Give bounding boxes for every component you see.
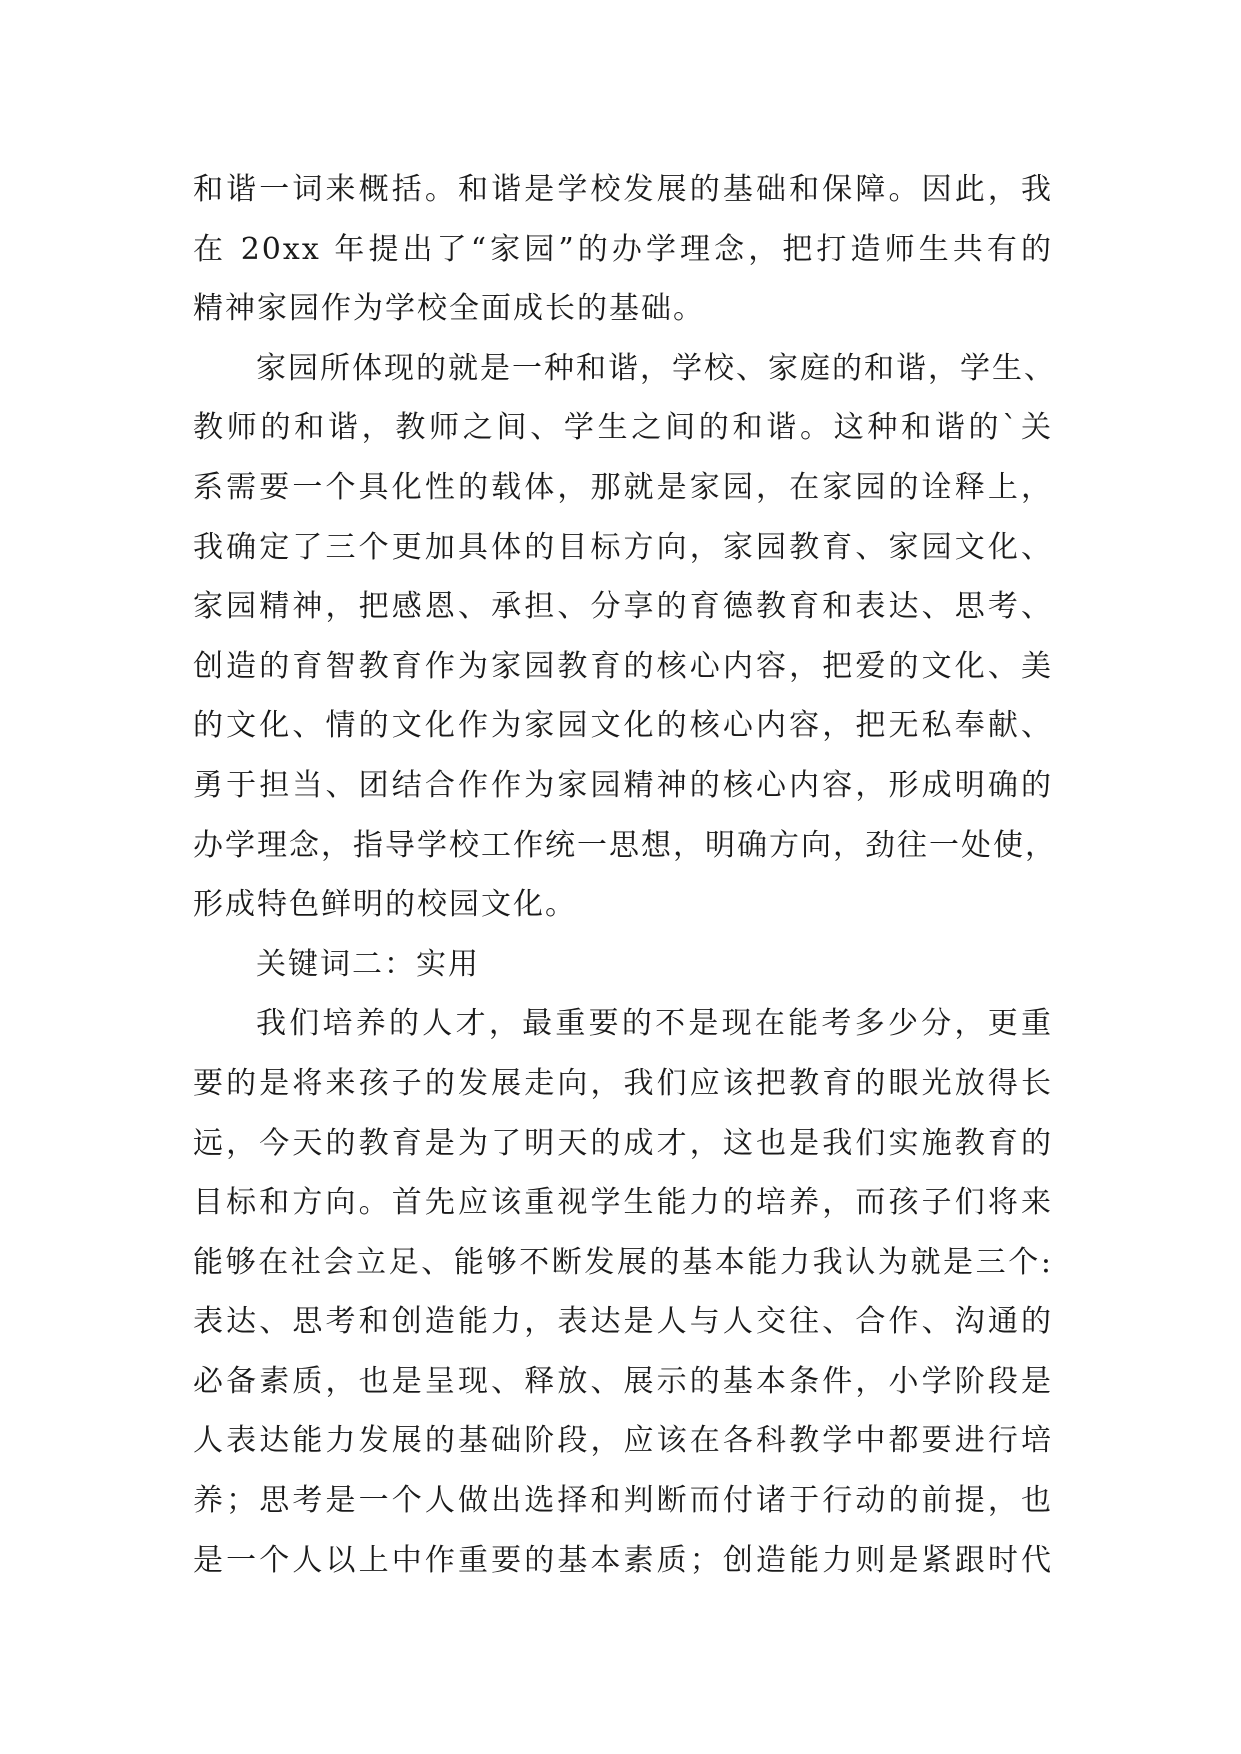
text-line: 创造的育智教育作为家园教育的核心内容，把爱的文化、美 xyxy=(193,648,1053,684)
text-line: 必备素质，也是呈现、释放、展示的基本条件，小学阶段是 xyxy=(193,1363,1053,1399)
text-line: 办学理念，指导学校工作统一思想，明确方向，劲往一处使， xyxy=(193,827,1057,863)
text-line: 家园所体现的就是一种和谐，学校、家庭的和谐，学生、 xyxy=(256,350,1056,386)
text-line: 是一个人以上中作重要的基本素质；创造能力则是紧跟时代 xyxy=(193,1542,1053,1578)
text-line: 表达、思考和创造能力，表达是人与人交往、合作、沟通的 xyxy=(193,1304,1053,1340)
text-line: 家园精神，把感恩、承担、分享的育德教育和表达、思考、 xyxy=(193,589,1053,625)
text-line: 的文化、情的文化作为家园文化的核心内容，把无私奉献、 xyxy=(193,708,1053,744)
text-line: 勇于担当、团结合作作为家园精神的核心内容，形成明确的 xyxy=(193,767,1053,803)
text-line: 能够在社会立足、能够不断发展的基本能力我认为就是三个: xyxy=(193,1244,1053,1280)
text-line: 关键词二：实用 xyxy=(256,946,480,982)
text-line: 远，今天的教育是为了明天的成才，这也是我们实施教育的 xyxy=(193,1125,1053,1161)
text-line: 形成特色鲜明的校园文化。 xyxy=(193,887,577,923)
text-line: 我们培养的人才，最重要的不是现在能考多少分，更重 xyxy=(256,1006,1053,1042)
text-line: 目标和方向。首先应该重视学生能力的培养，而孩子们将来 xyxy=(193,1185,1053,1221)
text-line: 精神家园作为学校全面成长的基础。 xyxy=(193,291,705,327)
text-line: 我确定了三个更加具体的目标方向，家园教育、家园文化、 xyxy=(193,529,1053,565)
text-line: 人表达能力发展的基础阶段，应该在各科教学中都要进行培 xyxy=(193,1423,1053,1459)
text-line: 教师的和谐，教师之间、学生之间的和谐。这种和谐的`关 xyxy=(193,410,1053,446)
text-line: 和谐一词来概括。和谐是学校发展的基础和保障。因此，我 xyxy=(193,172,1053,207)
text-line: 要的是将来孩子的发展走向，我们应该把教育的眼光放得长 xyxy=(193,1065,1053,1101)
text-line: 养；思考是一个人做出选择和判断而付诸于行动的前提，也 xyxy=(193,1483,1053,1519)
text-line: 系需要一个具化性的载体，那就是家园，在家园的诠释上， xyxy=(193,469,1053,505)
document-body xyxy=(193,160,1057,1590)
text-line: 在 20xx 年提出了“家园”的办学理念，把打造师生共有的 xyxy=(193,231,1053,267)
